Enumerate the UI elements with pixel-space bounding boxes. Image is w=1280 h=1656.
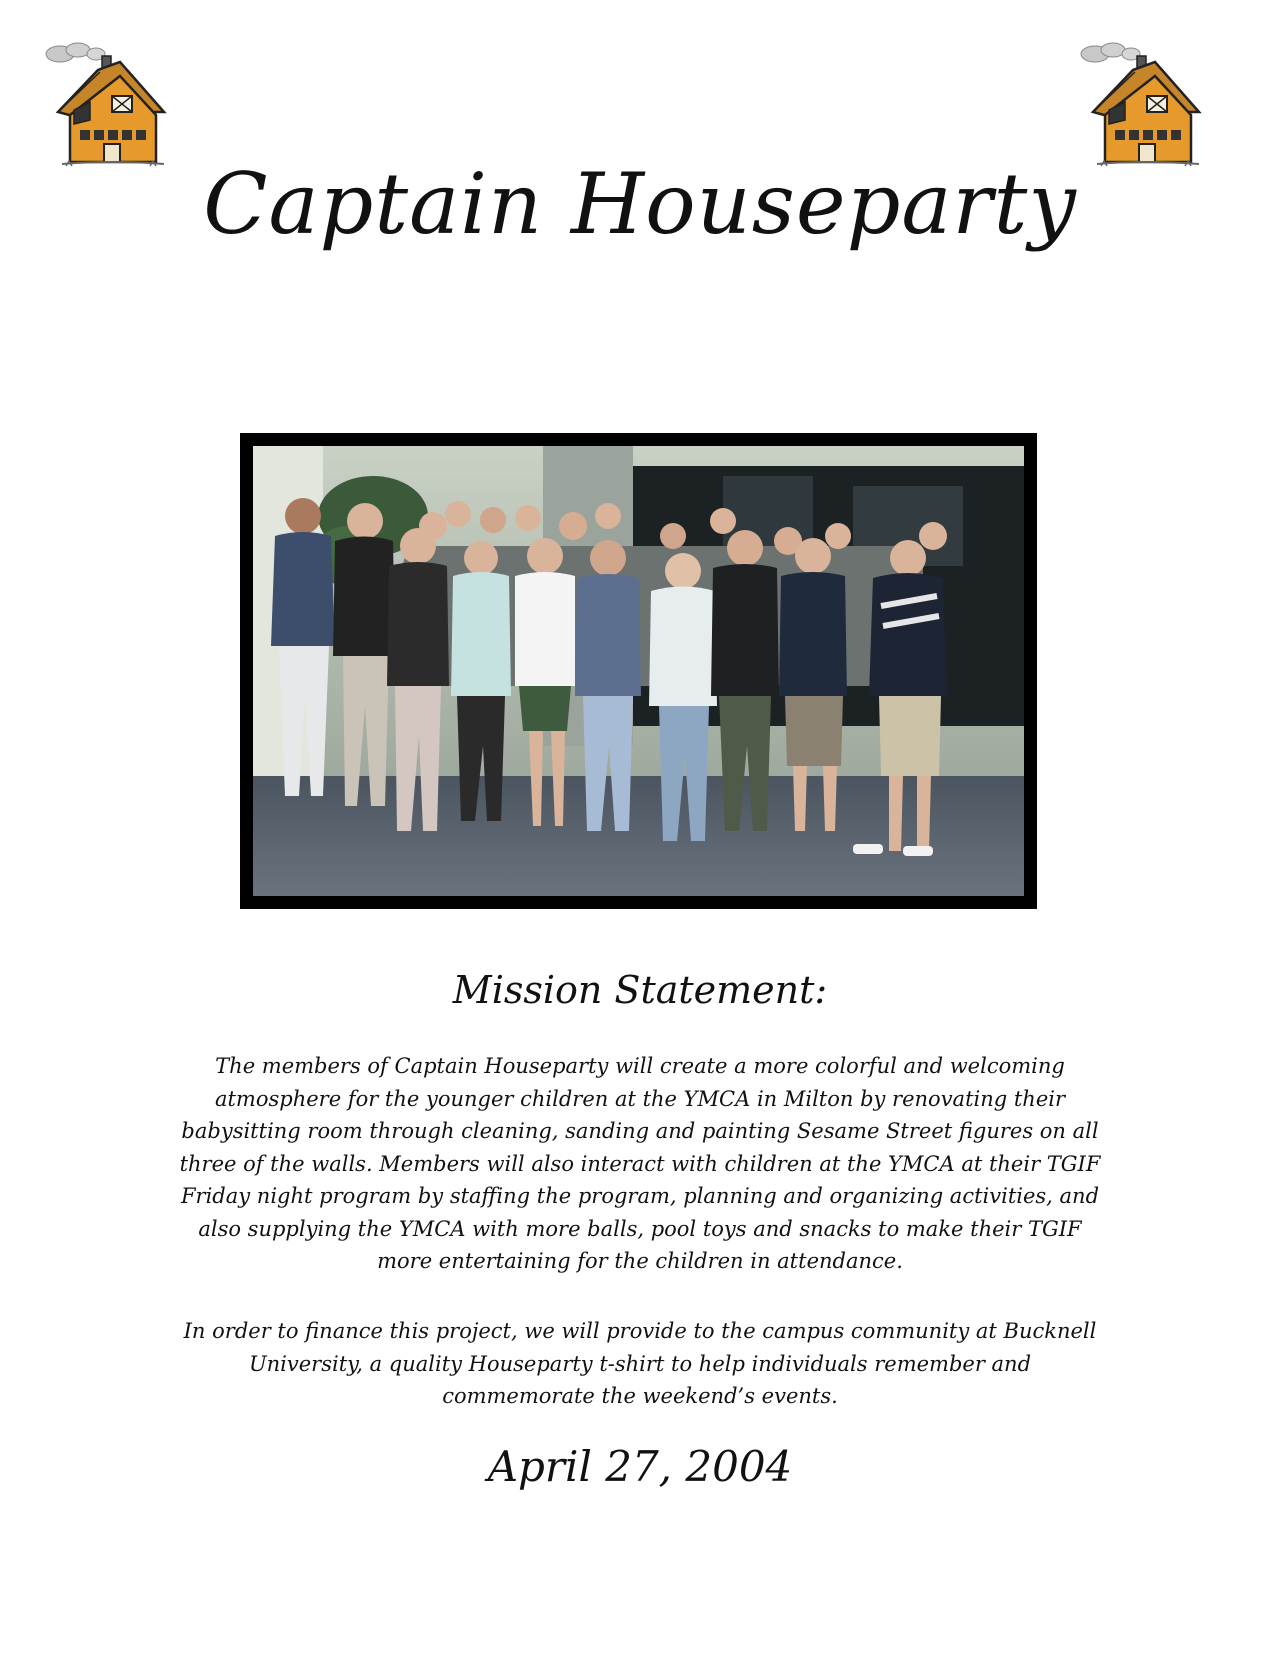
mission-heading: Mission Statement: [452,968,828,1012]
group-photo [240,433,1037,909]
mission-paragraph-2: In order to finance this project, we will provide to the campus community at Bucknell University, a quality Houseparty t-shirt to help individuals remember and commemorate the weekend’s events. [183,1319,1097,1408]
page-title: Captain Houseparty [203,155,1077,253]
mission-paragraph-1: The members of Captain Houseparty will create a more colorful and welcoming atmosphere for the younger children at the YMCA in Milton by renovating their babysitting room through cleaning, sanding and painting Sesame Street figures on all three of the walls. Members will also interact with children at the YMCA at their TGIF Friday night program by staffing the program, planning and organizing activities, and also supplying the YMCA with more balls, pool toys and snacks to make their TGIF more entertaining for the children in attendance. [179,1054,1101,1273]
document-date: April 27, 2004 [487,1442,793,1491]
